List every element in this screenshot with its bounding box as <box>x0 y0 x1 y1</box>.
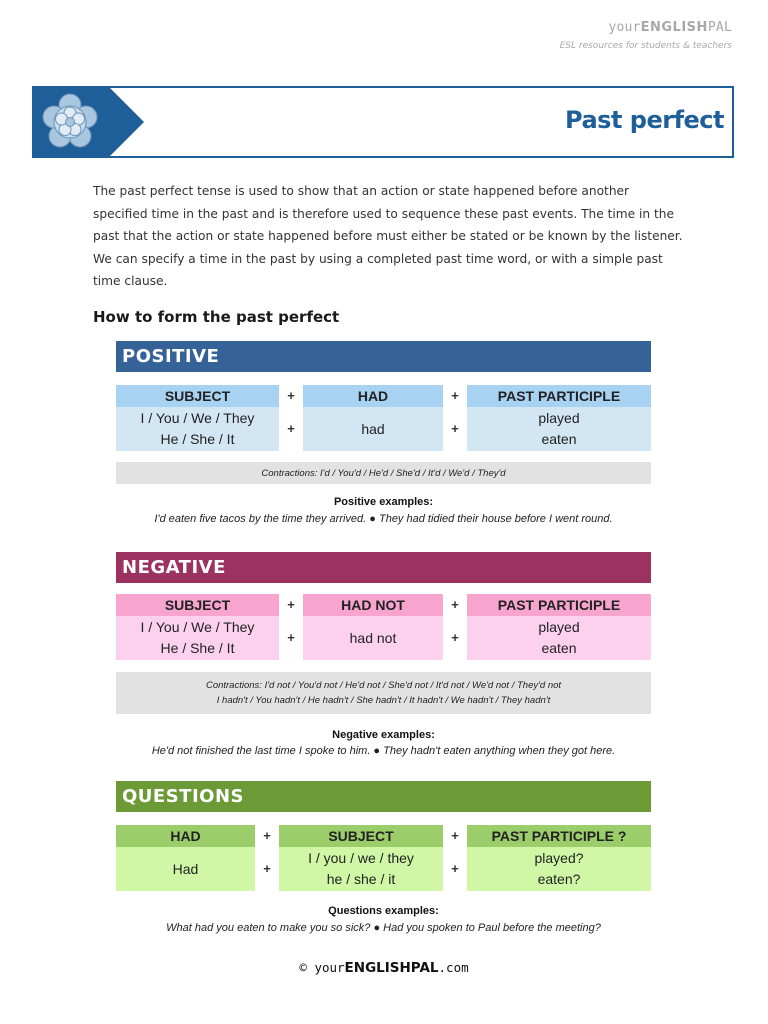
positive-contractions-text: Contractions: I'd / You'd / He'd / She'd / It'd / We'd / They'd <box>261 467 506 479</box>
positive-contractions <box>116 462 651 484</box>
plus-sign: + <box>451 861 459 876</box>
negative-header-subject: SUBJECT <box>116 594 279 616</box>
positive-examples: I'd eaten five tacos by the time they arrived. ● They had tidied their house before I went round. <box>154 513 613 525</box>
footer-brand-pal: PAL <box>410 960 439 976</box>
plus-sign: + <box>287 630 295 645</box>
questions-participle-cell <box>467 847 651 891</box>
negative-examples-title: Negative examples: <box>332 729 435 741</box>
questions-header-had: HAD <box>116 825 255 847</box>
positive-participle-cell <box>467 407 651 451</box>
questions-subject-line: he / she / it <box>326 871 396 887</box>
footer-brand-bold: ENGLISH <box>344 960 411 976</box>
negative-subject-line: He / She / It <box>160 640 235 656</box>
positive-subject-line: I / You / We / They <box>140 410 255 426</box>
positive-subject-cell <box>116 407 279 451</box>
brand-header <box>560 20 732 51</box>
brand-logo[interactable] <box>560 20 732 35</box>
positive-header-subject: SUBJECT <box>116 385 279 407</box>
questions-subject-cell <box>279 847 443 891</box>
title-banner <box>32 86 734 158</box>
questions-had-cell: Had <box>116 847 255 891</box>
questions-header-participle: PAST PARTICIPLE ? <box>467 825 651 847</box>
negative-participle-line: played <box>538 619 580 635</box>
footer-suffix: .com <box>438 960 469 975</box>
plus-sign: + <box>451 421 459 436</box>
questions-bar: QUESTIONS <box>116 781 651 812</box>
negative-bar: NEGATIVE <box>116 552 651 583</box>
footer <box>0 960 768 976</box>
negative-header-participle: PAST PARTICIPLE <box>467 594 651 616</box>
positive-examples-title: Positive examples: <box>333 496 434 508</box>
negative-examples: He'd not finished the last time I spoke to him. ● They hadn't eaten anything when they got here. <box>151 745 616 757</box>
section-heading: How to form the past perfect <box>93 308 340 326</box>
positive-participle-line: played <box>538 410 580 426</box>
plus-sign: + <box>287 421 295 436</box>
negative-contractions <box>116 672 651 714</box>
brand-tagline: ESL resources for students & teachers <box>559 41 732 51</box>
footer-prefix: your <box>314 960 345 975</box>
plus-sign: + <box>263 861 271 876</box>
questions-participle-line: played? <box>534 850 584 866</box>
copyright-symbol: © <box>299 960 307 975</box>
questions-header-subject: SUBJECT <box>279 825 443 847</box>
negative-contractions-line: I hadn't / You hadn't / He hadn't / She hadn't / It hadn't / We hadn't / They hadn't <box>216 695 551 706</box>
brand-logo-prefix: your <box>608 20 641 35</box>
positive-participle-line: eaten <box>541 431 577 447</box>
questions-examples-title: Questions examples: <box>328 905 439 917</box>
page-title: Past perfect <box>565 106 724 134</box>
plus-sign: + <box>451 597 459 612</box>
positive-header-participle: PAST PARTICIPLE <box>467 385 651 407</box>
brand-logo-suffix: PAL <box>707 20 732 35</box>
questions-participle-line: eaten? <box>537 871 581 887</box>
negative-subject-line: I / You / We / They <box>140 619 255 635</box>
intro-paragraph: The past perfect tense is used to show that an action or state happened before another specified time in the past and is therefore used to sequence these past events. The time in the past that the action or state happened before must either be stated or be known by the listener. We can specify a time in the past by using a completed past time word, or with a simple past time clause. <box>93 184 683 289</box>
plus-sign: + <box>287 597 295 612</box>
negative-header-had-not: HAD NOT <box>303 594 443 616</box>
negative-participle-line: eaten <box>541 640 577 656</box>
plus-sign: + <box>451 388 459 403</box>
positive-had-cell: had <box>303 407 443 451</box>
positive-bar: POSITIVE <box>116 341 651 372</box>
negative-had-not-cell: had not <box>303 616 443 660</box>
positive-header-had: HAD <box>303 385 443 407</box>
positive-subject-line: He / She / It <box>160 431 235 447</box>
negative-contractions-line: Contractions: I'd not / You'd not / He'd not / She'd not / It'd not / We'd not / They'd not <box>205 680 562 691</box>
questions-subject-line: I / you / we / they <box>308 850 414 866</box>
plus-sign: + <box>451 630 459 645</box>
plus-sign: + <box>287 388 295 403</box>
brand-logo-bold: ENGLISH <box>640 20 708 35</box>
plus-sign: + <box>263 828 271 843</box>
questions-examples: What had you eaten to make you so sick? ● Had you spoken to Paul before the meeting? <box>166 922 601 934</box>
tudor-rose-icon <box>32 86 144 158</box>
negative-participle-cell <box>467 616 651 660</box>
plus-sign: + <box>451 828 459 843</box>
negative-subject-cell <box>116 616 279 660</box>
